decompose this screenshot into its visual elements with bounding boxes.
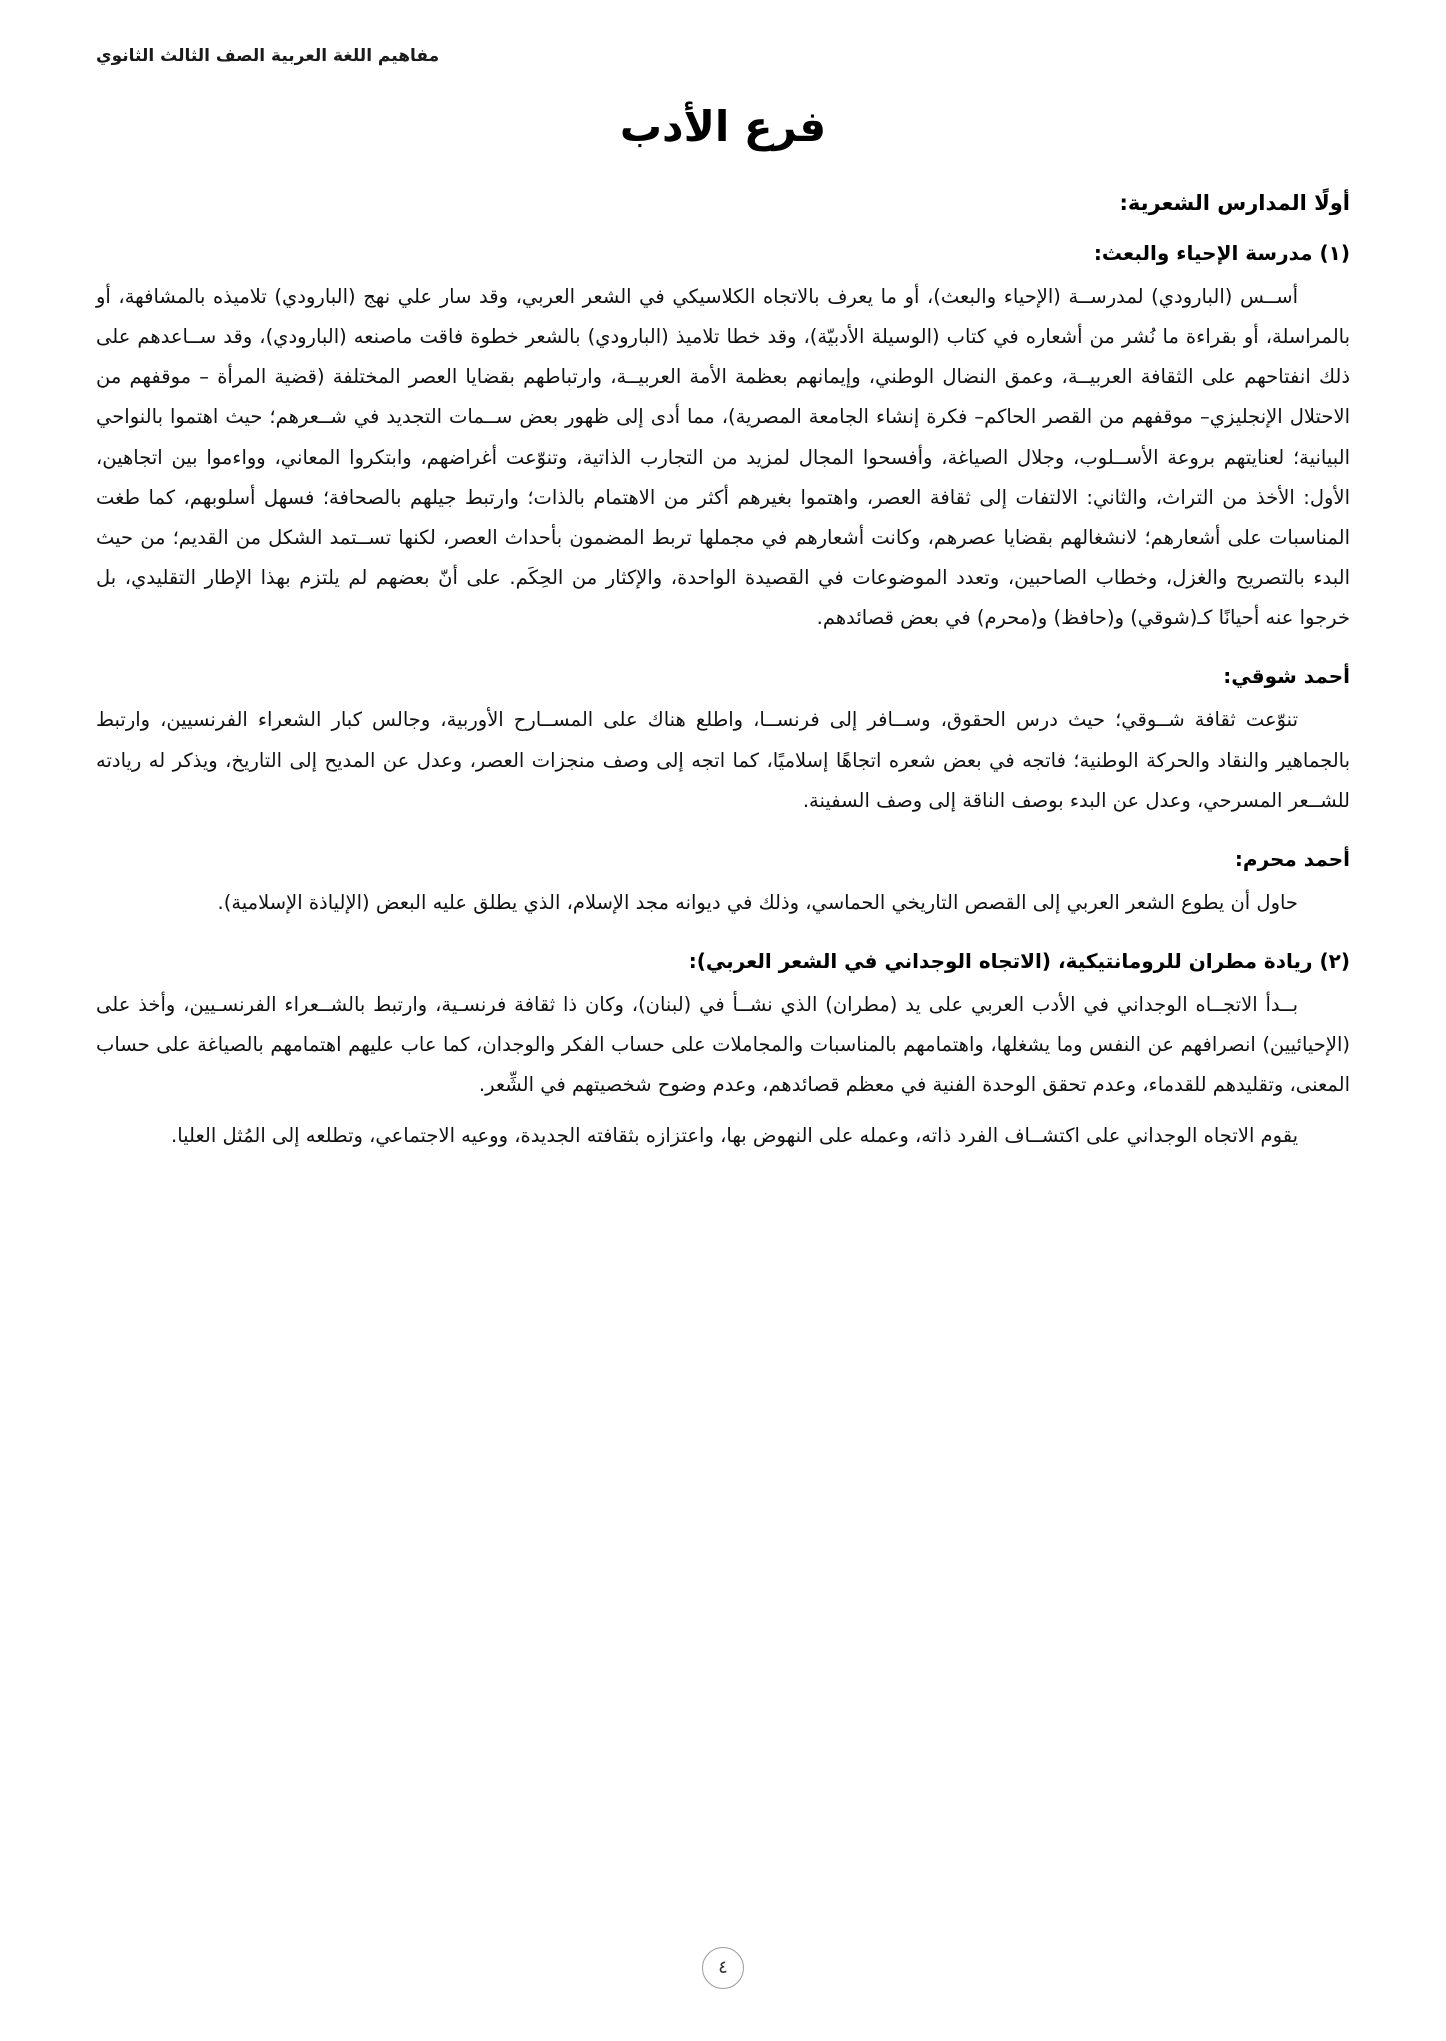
subheading-ahmed-muharram: أحمد محرم: <box>1234 846 1350 871</box>
page-title: فرع الأدب <box>619 102 827 151</box>
paragraph-mutran-romanticism-1: بــدأ الاتجــاه الوجداني في الأدب العربي على يد (مطران) الذي نشــأ في (لبنان)، وكان ذا ثقافة فرنسـية، وارتبط بالشــعراء الفرنسـيين، وأخذ على (الإحيائيين) انصرافهم عن النفس وما يشغلها، واهتمامهم بالمناسبات والمجاملات على حساب الفكر والوجدان، كما عاب عليهم اهتمامهم بالصياغة على حساب المعنى، وتقليدهم للقدماء، وعدم تحقق الوحدة الفنية في معظم قصائدهم، وعدم وضوح شخصيتهم في الشِّعر. <box>96 993 1350 1097</box>
subheading-school-revival: (١) مدرسة الإحياء والبعث: <box>1093 241 1350 265</box>
paragraph-ahmed-muharram: حاول أن يطوع الشعر العربي إلى القصص التاريخي الحماسي، وذلك في ديوانه مجد الإسلام، الذي يطلق عليه البعض (الإلياذة الإسلامية). <box>217 890 1298 914</box>
page-number-value: ٤ <box>702 1947 744 1989</box>
running-head: مفاهيم اللغة العربية الصف الثالث الثانوي <box>96 46 440 66</box>
paragraph-ahmed-shawqi: تنوّعت ثقافة شــوقي؛ حيث درس الحقوق، وســافر إلى فرنســا، واطلع هناك على المســارح الأوربية، وجالس كبار الشعراء الفرنسيين، وارتبط بالجماهير والنقاد والحركة الوطنية؛ فاتجه في بعض شعره اتجاهًا إسلاميًا، كما اتجه إلى وصف منجزات العصر، وعدل عن المديح إلى التاريخ، ويذكر له ريادته للشــعر المسرحي، وعدل عن البدء بوصف الناقة إلى وصف السفينة. <box>96 708 1350 812</box>
paragraph-school-revival: أســس (البارودي) لمدرســة (الإحياء والبعث)، أو ما يعرف بالاتجاه الكلاسيكي في الشعر العربي، وقد سار علي نهج (البارودي) تلاميذه بالمشافهة، أو بالمراسلة، أو بقراءة ما نُشر من أشعاره في كتاب (الوسيلة الأدبيّة)، وقد خطا تلاميذ (البارودي) بالشعر خطوة فاقت ماصنعه (البارودي)، وقد ســاعدهم على ذلك انفتاحهم على الثقافة العربيــة، وعمق النضال الوطني، وإيمانهم بعظمة الأمة العربيــة، وارتباطهم بقضايا العصر المختلفة (قضية المرأة – موقفهم من الاحتلال الإنجليزي– موقفهم من القصر الحاكم– فكرة إنشاء الجامعة المصرية)، مما أدى إلى ظهور بعض ســمات التجديد في شــعرهم؛ حيث اهتموا بالنواحي البيانية؛ لعنايتهم بروعة الأســلوب، وجلال الصياغة، وأفسحوا المجال لمزيد من التجارب الذاتية، وتنوّعت أغراضهم، وابتكروا المعاني، وواءموا بين اتجاهين، الأول: الأخذ من التراث، والثاني: الالتفات إلى ثقافة العصر، واهتموا بغيرهم أكثر من الاهتمام بالذات؛ وارتبط جيلهم بالصحافة؛ فسهل أسلوبهم، كما طغت المناسبات على أشعارهم؛ لانشغالهم بقضايا عصرهم، وكانت أشعارهم في مجملها تربط المضمون بأحداث العصر، لكنها تســتمد الشكل من القديم؛ من حيث البدء بالتصريح والغزل، وخطاب الصاحبين، وتعدد الموضوعات في القصيدة الواحدة، والإكثار من الحِكَم. على أنّ بعضهم لم يلتزم بهذا الإطار التقليدي، بل خرجوا عنه أحيانًا كـ(شوقي) و(حافظ) و(محرم) في بعض قصائدهم. <box>96 285 1350 630</box>
subheading-ahmed-shawqi: أحمد شوقي: <box>1223 664 1350 689</box>
subheading-mutran-romanticism: (٢) ريادة مطران للرومانتيكية، (الاتجاه الوجداني في الشعر العربي): <box>688 949 1350 974</box>
paragraph-mutran-romanticism-2: يقوم الاتجاه الوجداني على اكتشــاف الفرد ذاته، وعمله على النهوض بها، واعتزازه بثقافته الجديدة، ووعيه الاجتماعي، وتطلعه إلى المُثل العليا. <box>171 1123 1298 1147</box>
section-heading-poetic-schools: أولًا المدارس الشعرية: <box>1119 191 1350 215</box>
page-number <box>0 1947 1446 1989</box>
